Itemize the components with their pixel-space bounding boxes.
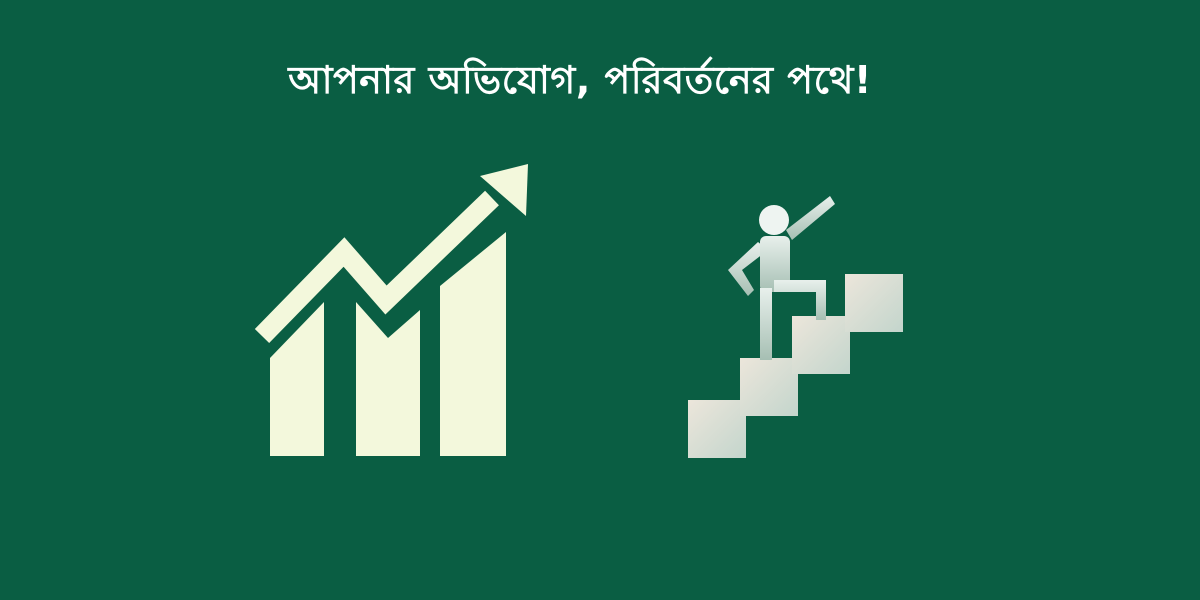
stair-step-3 (792, 316, 850, 374)
staircase (688, 274, 903, 458)
headline: আপনার অভিযোগ, পরিবর্তনের পথে! (288, 58, 872, 102)
bar-chart-bars (270, 232, 506, 456)
head (759, 205, 789, 235)
chart-bar-2 (356, 302, 420, 456)
raised-arm (786, 196, 835, 240)
chart-bar-3 (440, 232, 506, 456)
stair-step-2 (740, 358, 798, 416)
person-climbing-stairs-icon (670, 180, 930, 470)
front-leg (774, 280, 826, 320)
back-leg (760, 288, 772, 360)
stair-step-4 (845, 274, 903, 332)
growth-chart-icon (240, 150, 540, 470)
stair-step-1 (688, 400, 746, 458)
